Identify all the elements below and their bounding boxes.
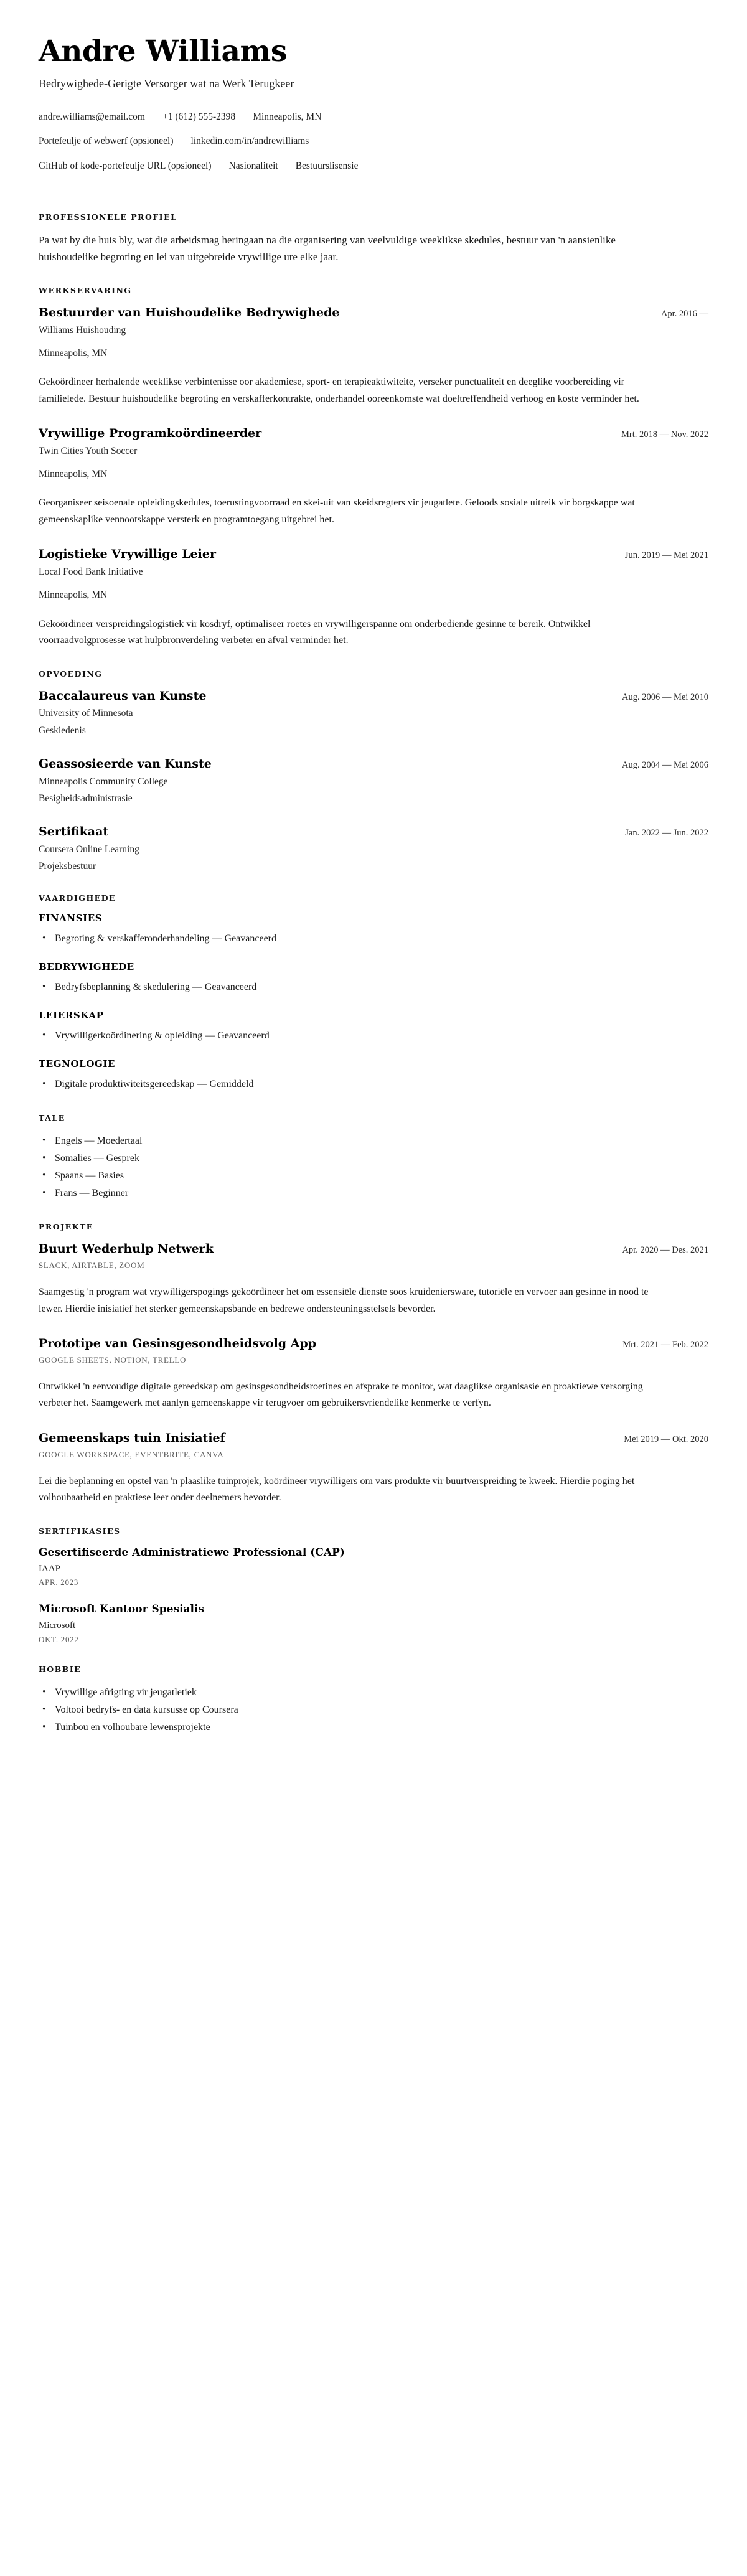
entry-date: Jun. 2019 — Mei 2021 xyxy=(624,550,708,561)
entry-organization: Williams Huishouding xyxy=(39,324,126,336)
entry-title: Logistieke Vrywillige Leier xyxy=(39,547,216,562)
section-education xyxy=(39,669,708,874)
entry-header-row xyxy=(39,689,708,704)
entry-date: Jan. 2022 — Jun. 2022 xyxy=(625,828,708,839)
entry-title: Vrywillige Programkoördineerder xyxy=(39,426,262,441)
section-certifications xyxy=(39,1526,708,1645)
certifications-list xyxy=(39,1546,708,1645)
entry-date: Mei 2019 — Okt. 2020 xyxy=(624,1434,708,1444)
languages-bullet-list xyxy=(39,1132,708,1202)
section-heading-experience: WERKSERVARING xyxy=(39,285,132,295)
section-heading-skills: VAARDIGHEDE xyxy=(39,893,116,903)
entry-header-row xyxy=(39,305,708,321)
entry-date: Mrt. 2018 — Nov. 2022 xyxy=(621,430,708,440)
entry-location: Minneapolis, MN xyxy=(39,347,108,359)
section-heading-hobbies: HOBBIE xyxy=(39,1664,82,1674)
entry-header-row xyxy=(39,824,708,840)
education-list xyxy=(39,689,708,874)
entry xyxy=(39,689,708,738)
skill-bullet-list xyxy=(39,1027,708,1045)
hobby-item: • Vrywillige afrigting vir jeugatletiek xyxy=(39,1684,708,1701)
entry-description: Gekoördineer herhalende weeklikse verbintenisse oor akademiese, sport- en terapieaktiwiteite, verseker punctualiteit en deeglike voorbereiding vir familielede. Bestuur huishoudelike begroting en verskafferkontrakte, onderhandel ooreenkomste wat doeltreffendheid verhoog en koste verminder het. xyxy=(39,377,639,404)
section-languages xyxy=(39,1113,708,1202)
skill-bullet-list xyxy=(39,1076,708,1093)
entry xyxy=(39,1336,708,1412)
entry-organization: Local Food Bank Initiative xyxy=(39,566,143,578)
entry-header-row xyxy=(39,426,708,441)
contact-item-0-1: +1 (612) 555-2398 xyxy=(162,111,236,123)
entry-header-row xyxy=(39,1336,708,1351)
entry-location: Minneapolis, MN xyxy=(39,590,108,601)
contact-item-2-2: Bestuurslisensie xyxy=(295,160,359,171)
entry-date: Apr. 2020 — Des. 2021 xyxy=(622,1245,708,1256)
entry-date: Apr. 2016 — xyxy=(660,308,708,319)
section-heading-certifications: SERTIFIKASIES xyxy=(39,1526,121,1536)
entry-title: Sertifikaat xyxy=(39,825,109,839)
hobby-item: • Tuinbou en volhoubare lewensprojekte xyxy=(39,1719,708,1736)
entry-organization: Minneapolis Community College xyxy=(39,776,168,787)
entry-date: Aug. 2006 — Mei 2010 xyxy=(622,692,708,702)
entry-title: Buurt Wederhulp Netwerk xyxy=(39,1242,214,1256)
contact-item-0-0[interactable]: andre.williams@email.com xyxy=(39,111,145,123)
skill-group xyxy=(39,1010,708,1045)
entry-title: Baccalaureus van Kunste xyxy=(39,689,207,703)
experience-list xyxy=(39,305,708,649)
entry xyxy=(39,305,708,407)
language-item: • Engels — Moedertaal xyxy=(39,1132,708,1150)
skill-group xyxy=(39,961,708,996)
contact-block xyxy=(39,110,708,173)
skill-group-title: TEGNOLOGIE xyxy=(39,1058,116,1070)
entry-field-of-study: Geskiedenis xyxy=(39,725,86,736)
entry-tech-tags: GOOGLE SHEETS, NOTION, TRELLO xyxy=(39,1355,187,1365)
section-profile xyxy=(39,212,708,266)
certification-date: OKT. 2022 xyxy=(39,1634,79,1644)
entry-description: Saamgestig 'n program wat vrywilligerspogings gekoördineer het om essensiële dienste soos kruideniersware, tutoriële en vervoer aan gesinne in nood te lewer. Hierdie inisiatief het sterker gemeenskapsbande en bedrewe ondersteuningsstelsels bevorder. xyxy=(39,1287,649,1314)
hobby-item: • Voltooi bedryfs- en data kursusse op Coursera xyxy=(39,1701,708,1719)
contact-item-2-1: Nasionaliteit xyxy=(228,160,278,171)
skill-group xyxy=(39,1058,708,1093)
section-heading-languages: TALE xyxy=(39,1113,65,1123)
certification-entry xyxy=(39,1546,708,1587)
certification-entry xyxy=(39,1602,708,1644)
entry-field-of-study: Besigheidsadministrasie xyxy=(39,792,133,804)
entry-tech-tags: GOOGLE WORKSPACE, EVENTBRITE, CANVA xyxy=(39,1449,224,1459)
skill-item: • Begroting & verskafferonderhandeling — Geavanceerd xyxy=(39,930,708,947)
section-experience xyxy=(39,286,708,649)
contact-item-1-1[interactable]: linkedin.com/in/andrewilliams xyxy=(190,136,309,147)
candidate-name: Andre Williams xyxy=(39,34,287,68)
section-heading-projects: PROJEKTE xyxy=(39,1222,93,1232)
entry-organization: University of Minnesota xyxy=(39,708,133,719)
profile-summary-text: Pa wat by die huis bly, wat die arbeidsmag heringaan na die organisering van veelvuldige weeklikse skedules, bestuur van 'n aansienlike huishoudelike begroting en lei van uitgebreide vrywillige ure elke jaar. xyxy=(39,233,616,263)
contact-row xyxy=(39,159,708,173)
entry xyxy=(39,426,708,528)
entry-tech-tags: SLACK, AIRTABLE, ZOOM xyxy=(39,1261,145,1271)
contact-item-0-2: Minneapolis, MN xyxy=(253,111,322,123)
entry-header-row xyxy=(39,1241,708,1257)
entry xyxy=(39,1431,708,1507)
entry-title: Gemeenskaps tuin Inisiatief xyxy=(39,1431,225,1445)
skills-list xyxy=(39,913,708,1093)
entry-description: Ontwikkel 'n eenvoudige digitale gereedskap om gesinsgesondheidsroetines en afsprake te monitor, wat daaglikse organisasie en proaktiewe versorging verbeter het. Saamgewerk met aanlyn gemeenskappe vir terugvoer om gebruikersvriendelike kenmerke te verfyn. xyxy=(39,1381,643,1409)
skill-item: • Digitale produktiwiteitsgereedskap — Gemiddeld xyxy=(39,1076,708,1093)
section-heading-profile: PROFESSIONELE PROFIEL xyxy=(39,212,177,222)
entry-header-row xyxy=(39,756,708,772)
entry-title: Prototipe van Gesinsgesondheidsvolg App xyxy=(39,1337,317,1351)
entry-header-row xyxy=(39,1431,708,1446)
candidate-headline: Bedrywighede-Gerigte Versorger wat na Werk Terugkeer xyxy=(39,77,294,90)
certification-issuer: Microsoft xyxy=(39,1620,76,1631)
skill-item: • Vrywilligerkoördinering & opleiding — Geavanceerd xyxy=(39,1027,708,1045)
certification-date: APR. 2023 xyxy=(39,1577,79,1587)
skill-bullet-list xyxy=(39,930,708,947)
entry-description: Lei die beplanning en opstel van 'n plaaslike tuinprojek, koördineer vrywilligers om vars produkte vir buurtverspreiding te kweek. Hierdie poging het volhoubaarheid en praktiese leer onder deelnemers bevorder. xyxy=(39,1475,635,1503)
skill-group xyxy=(39,913,708,947)
contact-row xyxy=(39,134,708,148)
language-item: • Spaans — Basies xyxy=(39,1167,708,1185)
skill-item: • Bedryfsbeplanning & skedulering — Geavanceerd xyxy=(39,979,708,996)
section-projects xyxy=(39,1222,708,1506)
entry-date: Aug. 2004 — Mei 2006 xyxy=(622,759,708,770)
entry-organization: Twin Cities Youth Soccer xyxy=(39,445,138,456)
certification-issuer: IAAP xyxy=(39,1563,61,1574)
entry-description: Georganiseer seisoenale opleidingskedules, toerustingvoorraad en skei-uit van skeidsregters vir jeugatlete. Geloods sosiale uitreik vir borgskappe wat gemeenskaplike vennootskappe versterk en programtoegang uitgebrei het. xyxy=(39,497,635,525)
certification-name: Microsoft Kantoor Spesialis xyxy=(39,1603,204,1616)
skill-group-title: BEDRYWIGHEDE xyxy=(39,961,134,973)
language-item: • Frans — Beginner xyxy=(39,1185,708,1202)
section-skills xyxy=(39,893,708,1093)
entry-title: Bestuurder van Huishoudelike Bedrywighede xyxy=(39,305,340,319)
contact-item-2-0: GitHub of kode-portefeulje URL (opsioneel) xyxy=(39,160,212,171)
projects-list xyxy=(39,1241,708,1506)
skill-bullet-list xyxy=(39,979,708,996)
entry-field-of-study: Projeksbestuur xyxy=(39,861,96,872)
section-hobbies xyxy=(39,1665,708,1736)
entry-location: Minneapolis, MN xyxy=(39,469,108,480)
entry xyxy=(39,547,708,649)
entry-date: Mrt. 2021 — Feb. 2022 xyxy=(622,1340,708,1350)
contact-item-1-0: Portefeulje of webwerf (opsioneel) xyxy=(39,136,174,147)
certification-name: Gesertifiseerde Administratiewe Professional (CAP) xyxy=(39,1546,345,1559)
entry-title: Geassosieerde van Kunste xyxy=(39,756,212,771)
contact-row xyxy=(39,110,708,124)
hobbies-bullet-list xyxy=(39,1684,708,1736)
entry xyxy=(39,824,708,873)
entry xyxy=(39,756,708,806)
entry-header-row xyxy=(39,547,708,562)
language-item: • Somalies — Gesprek xyxy=(39,1150,708,1167)
entry-organization: Coursera Online Learning xyxy=(39,844,139,855)
resume-header xyxy=(39,36,708,173)
skill-group-title: LEIERSKAP xyxy=(39,1010,104,1022)
entry xyxy=(39,1241,708,1317)
entry-description: Gekoördineer verspreidingslogistiek vir kosdryf, optimaliseer roetes en vrywilligerspanne om onderbediende gesinne te bereik. Ontwikkel voorraadvolgprosesse wat hulpbronverdeling verbeter en afval verminder het. xyxy=(39,618,591,646)
skill-group-title: FINANSIES xyxy=(39,913,103,924)
section-heading-education: OPVOEDING xyxy=(39,669,103,679)
